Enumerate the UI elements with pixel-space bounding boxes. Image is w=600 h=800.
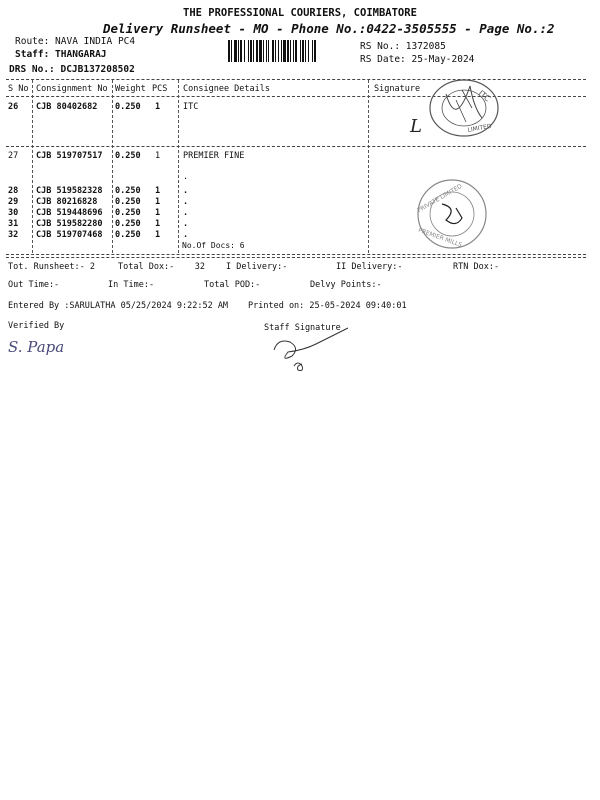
barcode xyxy=(228,40,354,62)
col-weight: Weight xyxy=(115,84,146,94)
row-weight: 0.250 xyxy=(115,230,141,240)
row-consignee: ITC xyxy=(183,102,199,112)
row-pcs: 1 xyxy=(155,197,161,207)
printed-on: Printed on: 25-05-2024 09:40:01 xyxy=(248,301,407,311)
row-consignee: . xyxy=(183,219,189,229)
row-consignee: . xyxy=(183,230,189,240)
runsheet-title: Delivery Runsheet - MO - Phone No.:0422-3505555 - Page No.:2 xyxy=(103,21,555,36)
row-pcs: 1 xyxy=(155,151,161,161)
row-sno: 31 xyxy=(8,219,19,229)
col-consignee: Consignee Details xyxy=(183,84,270,94)
in-time: In Time:- xyxy=(108,280,155,290)
row-sno: 28 xyxy=(8,186,19,196)
row-pcs: 1 xyxy=(155,230,161,240)
row-consignment: CJB 519582328 xyxy=(36,186,103,196)
row-sno: 26 xyxy=(8,102,19,112)
row-weight: 0.250 xyxy=(115,208,141,218)
svg-text:LIMITED: LIMITED xyxy=(467,122,493,134)
row-pcs: 1 xyxy=(155,102,161,112)
row-sno: 27 xyxy=(8,151,19,161)
row-consignment: CJB 80216828 xyxy=(36,197,98,207)
row-consignee: . xyxy=(183,208,189,218)
row-consignment: CJB 519582280 xyxy=(36,219,103,229)
itc-stamp xyxy=(426,78,504,138)
table-header-row xyxy=(0,84,600,95)
row-pcs: 1 xyxy=(155,186,161,196)
col-signature: Signature xyxy=(374,84,421,94)
row-weight: 0.250 xyxy=(115,219,141,229)
verifier-signature: S. Papa xyxy=(8,338,65,356)
entered-by: Entered By :SARULATHA 05/25/2024 9:22:52 AM xyxy=(8,301,229,311)
ii-delivery: II Delivery:- xyxy=(336,262,403,272)
out-time: Out Time:- xyxy=(8,280,60,290)
row-rule xyxy=(6,146,586,147)
row-weight: 0.250 xyxy=(115,102,141,112)
rs-number: RS No.: 1372085 xyxy=(360,41,446,52)
staff-signature xyxy=(270,326,360,374)
table-bottom-rule-2 xyxy=(6,257,586,258)
table-row xyxy=(0,230,600,241)
row-weight: 0.250 xyxy=(115,186,141,196)
row-consignee: . xyxy=(183,186,189,196)
svg-text:PREMIER MILLS: PREMIER MILLS xyxy=(417,226,463,249)
row-consignment: CJB 80402682 xyxy=(36,102,98,112)
verified-by-label: Verified By xyxy=(8,321,65,331)
tot-runsheet: Tot. Runsheet:- 2 xyxy=(8,262,95,272)
premier-mills-stamp xyxy=(412,178,492,250)
row-dot: . xyxy=(183,172,189,182)
row-pcs: 1 xyxy=(155,219,161,229)
row-sno: 30 xyxy=(8,208,19,218)
table-row xyxy=(0,197,600,208)
col-sno: S No xyxy=(8,84,29,94)
row-consignment: CJB 519707517 xyxy=(36,151,103,161)
delivery-mark-26: L xyxy=(410,116,422,137)
row-consignment: CJB 519448696 xyxy=(36,208,103,218)
drs-number: DRS No.: DCJB137208502 xyxy=(9,64,135,75)
table-bottom-rule xyxy=(6,254,586,255)
row-weight: 0.250 xyxy=(115,197,141,207)
row-sno: 29 xyxy=(8,197,19,207)
total-dox: Total Dox:- 32 xyxy=(118,262,205,272)
company-name: THE PROFESSIONAL COURIERS, COIMBATORE xyxy=(183,7,417,19)
svg-text:PRIVATE LIMITED: PRIVATE LIMITED xyxy=(416,182,464,215)
delvy-points: Delvy Points:- xyxy=(310,280,382,290)
row-consignment: CJB 519707468 xyxy=(36,230,103,240)
col-pcs: PCS xyxy=(152,84,168,94)
row-sno: 32 xyxy=(8,230,19,240)
table-row xyxy=(0,219,600,230)
table-row xyxy=(0,186,600,197)
table-row xyxy=(0,208,600,219)
rtn-dox: RTN Dox:- xyxy=(453,262,500,272)
col-consignment: Consignment No xyxy=(36,84,108,94)
no-of-docs: No.Of Docs: 6 xyxy=(182,241,245,250)
row-weight: 0.250 xyxy=(115,151,141,161)
row-pcs: 1 xyxy=(155,208,161,218)
i-delivery: I Delivery:- xyxy=(226,262,288,272)
table-row xyxy=(0,102,600,113)
row-consignee: PREMIER FINE xyxy=(183,151,245,161)
route-label: Route: NAVA INDIA PC4 xyxy=(15,36,136,47)
staff-signature-label: Staff Signature xyxy=(264,323,341,333)
table-row xyxy=(0,151,600,162)
staff-label: Staff: THANGARAJ xyxy=(15,49,107,60)
row-consignee: . xyxy=(183,197,189,207)
svg-text:ITC: ITC xyxy=(476,88,492,104)
total-pod: Total POD:- xyxy=(204,280,261,290)
rs-date: RS Date: 25-May-2024 xyxy=(360,54,475,65)
